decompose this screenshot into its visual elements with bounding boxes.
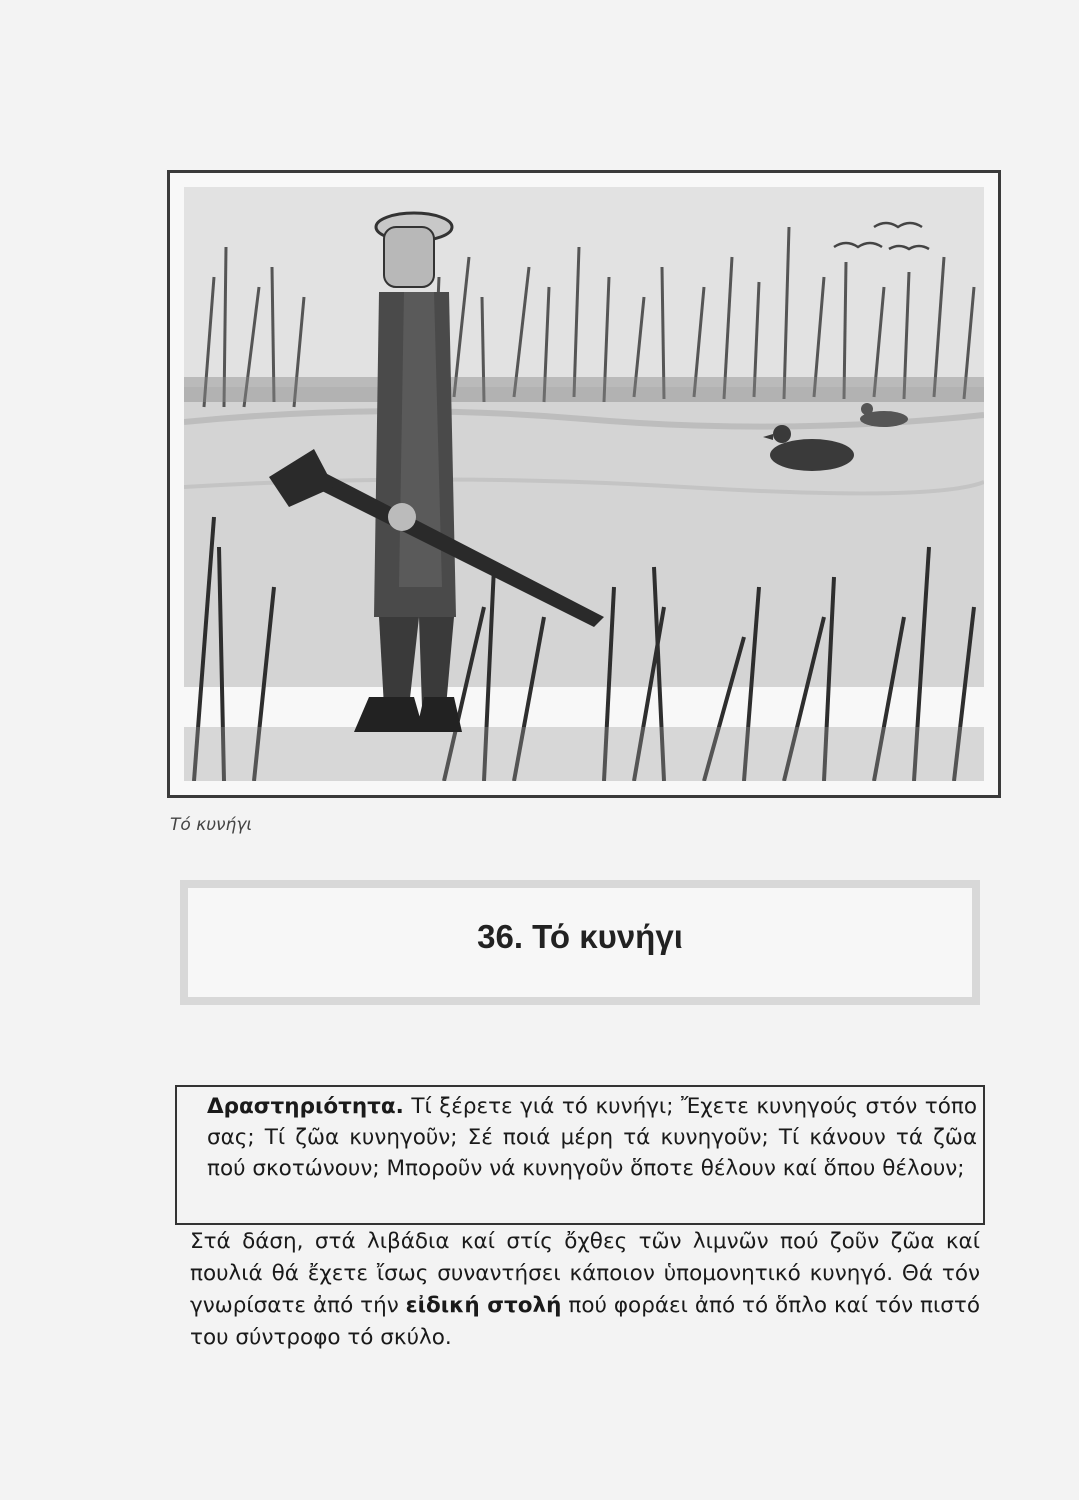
body-bold-phrase: εἰδική στολή: [405, 1293, 562, 1318]
body-text-start: Στά δάση, στά λιβάδια καί στίς ὄχθες τῶν λιμνῶν πού ζοῦν ζῶα καί πουλιά θά ἔχετε ἴσως συναντήσει κάποιον ὑπομονητικό κυνηγό. Θά τόν γνωρίσατε ἀπό τήν: [190, 1229, 980, 1318]
activity-label: Δραστηριότητα.: [207, 1094, 404, 1119]
title-box: [180, 880, 980, 1005]
lesson-title: 36. Τό κυνήγι: [477, 918, 683, 955]
body-paragraph: [190, 1226, 980, 1354]
activity-questions: Τί ξέρετε γιά τό κυνήγι; Ἔχετε κυνηγούς στόν τόπο σας; Τί ζῶα κυνηγοῦν; Σέ ποιά μέρη τά κυνηγοῦν; Τί κάνουν τά ζῶα πού σκοτώνουν; Μποροῦν νά κυνηγοῦν ὅποτε θέλουν καί ὅπου θέλουν;: [207, 1094, 977, 1181]
illustration-frame: [167, 170, 1001, 798]
activity-paragraph: [207, 1091, 977, 1184]
hunter-by-lake-illustration: [184, 187, 984, 781]
figure-caption: Τό κυνήγι: [170, 815, 253, 835]
activity-box: [175, 1085, 985, 1225]
body-text-end: πού φοράει ἀπό τό ὅπλο καί τόν πιστό του σύντροφο τό σκύλο.: [190, 1293, 980, 1350]
